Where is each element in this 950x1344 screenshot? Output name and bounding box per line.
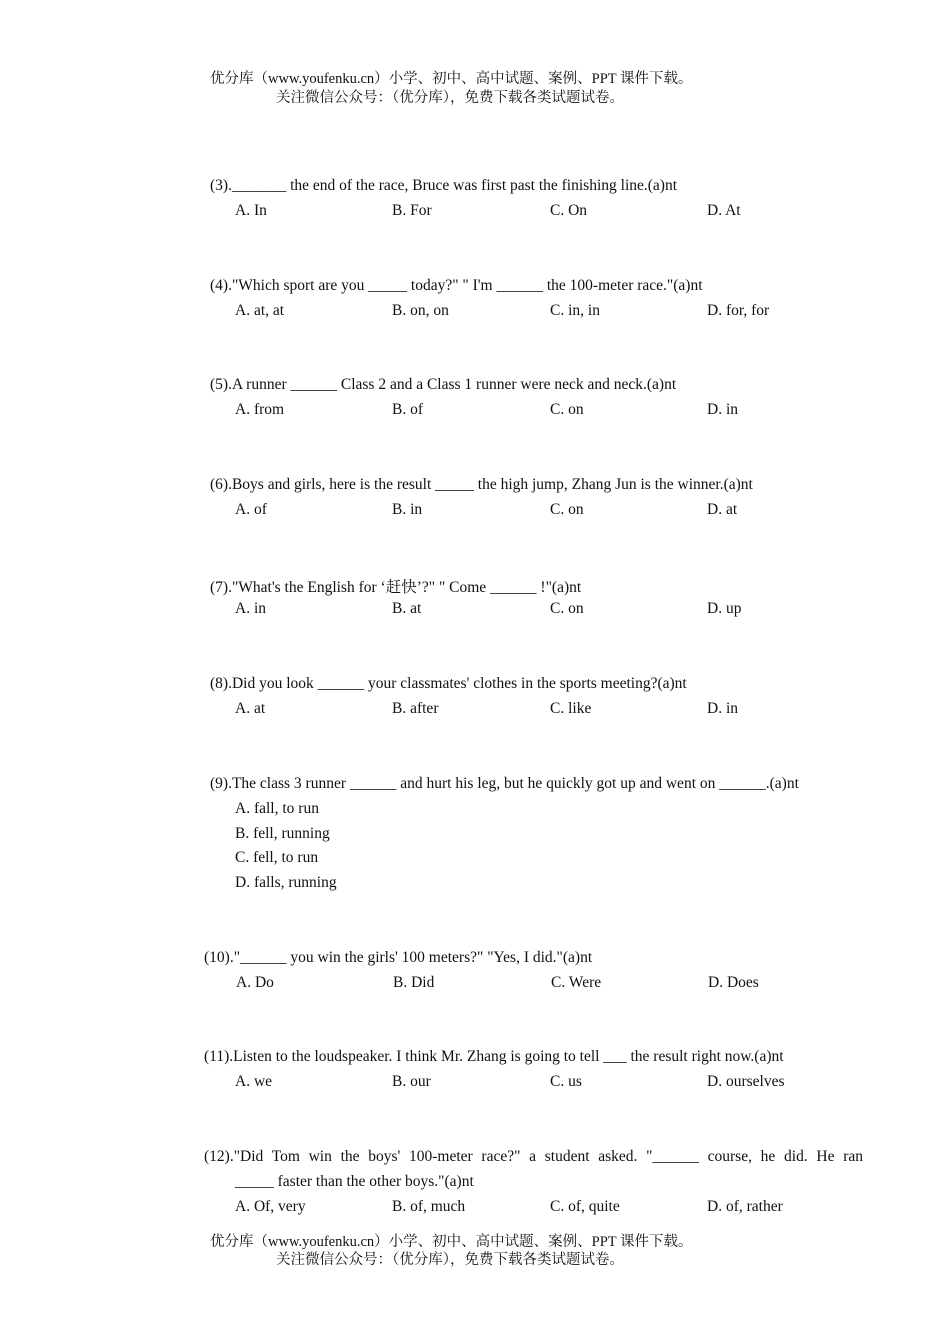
option-d[interactable]: D. Does — [708, 974, 759, 991]
option-d[interactable]: D. at — [707, 501, 738, 518]
option-c[interactable]: C. like — [550, 700, 592, 717]
option-c[interactable]: C. Were — [551, 974, 602, 991]
question-7-options — [235, 600, 875, 620]
question-10-options — [236, 974, 876, 994]
option-c[interactable]: C. on — [550, 401, 584, 418]
question-5-options — [235, 401, 875, 421]
option-b[interactable]: B. in — [392, 501, 423, 518]
option-a[interactable]: A. of — [235, 501, 267, 518]
option-c[interactable]: C. on — [550, 600, 584, 617]
option-c[interactable]: C. of, quite — [550, 1198, 620, 1215]
option-d[interactable]: D. falls, running — [235, 874, 337, 891]
question-10-text: (10)."______ you win the girls' 100 meters?" "Yes, I did."(a)nt — [204, 949, 593, 966]
header-line-2: 关注微信公众号：（优分库），免费下载各类试题试卷。 — [276, 90, 624, 106]
question-12-text-line-1: (12)."Did Tom win the boys' 100-meter race?" a student asked. "______ course, he did. He ran — [204, 1148, 863, 1165]
footer-line-2: 关注微信公众号：（优分库），免费下载各类试题试卷。 — [276, 1252, 624, 1268]
question-5-text: (5).A runner ______ Class 2 and a Class 1 runner were neck and neck.(a)nt — [210, 376, 677, 393]
option-a[interactable]: A. In — [235, 202, 267, 219]
option-b[interactable]: B. of, much — [392, 1198, 466, 1215]
option-a[interactable]: A. Of, very — [235, 1198, 306, 1215]
option-b[interactable]: B. after — [392, 700, 439, 717]
option-d[interactable]: D. for, for — [707, 302, 770, 319]
question-11-text: (11).Listen to the loudspeaker. I think Mr. Zhang is going to tell ___ the result right now.(a)nt — [204, 1048, 784, 1065]
option-b[interactable]: B. on, on — [392, 302, 449, 319]
question-3-options — [235, 202, 875, 222]
option-b[interactable]: B. at — [392, 600, 422, 617]
question-11-options — [235, 1073, 875, 1093]
option-d[interactable]: D. up — [707, 600, 742, 617]
question-3-text: (3)._______ the end of the race, Bruce was first past the finishing line.(a)nt — [210, 177, 678, 194]
option-a[interactable]: A. we — [235, 1073, 273, 1090]
question-9-text: (9).The class 3 runner ______ and hurt his leg, but he quickly got up and went on ______.(a)nt — [210, 775, 799, 792]
option-c[interactable]: C. in, in — [550, 302, 600, 319]
option-c[interactable]: C. On — [550, 202, 588, 219]
footer-line-1: 优分库（www.youfenku.cn）小学、初中、高中试题、案例、PPT 课件下载。 — [210, 1234, 693, 1250]
question-6-text: (6).Boys and girls, here is the result _____ the high jump, Zhang Jun is the winner.(a)nt — [210, 476, 753, 493]
option-d[interactable]: D. At — [707, 202, 741, 219]
header-line-1: 优分库（www.youfenku.cn）小学、初中、高中试题、案例、PPT 课件下载。 — [210, 71, 693, 87]
option-c[interactable]: C. fell, to run — [235, 849, 319, 866]
option-d[interactable]: D. in — [707, 700, 738, 717]
question-12-text-line-2: _____ faster than the other boys."(a)nt — [235, 1173, 474, 1190]
question-7-text: (7)."What's the English for ‘赶快’?" " Come ______ !"(a)nt — [210, 579, 582, 596]
question-6-options — [235, 501, 875, 521]
option-a[interactable]: A. at — [235, 700, 266, 717]
option-b[interactable]: B. fell, running — [235, 825, 330, 842]
option-b[interactable]: B. Did — [393, 974, 435, 991]
question-8-text: (8).Did you look ______ your classmates' clothes in the sports meeting?(a)nt — [210, 675, 687, 692]
option-b[interactable]: B. of — [392, 401, 423, 418]
question-4-options — [235, 302, 875, 322]
question-8-options — [235, 700, 875, 720]
option-a[interactable]: A. at, at — [235, 302, 285, 319]
option-b[interactable]: B. our — [392, 1073, 431, 1090]
option-b[interactable]: B. For — [392, 202, 432, 219]
option-a[interactable]: A. Do — [236, 974, 274, 991]
option-c[interactable]: C. on — [550, 501, 584, 518]
option-d[interactable]: D. of, rather — [707, 1198, 783, 1215]
option-a[interactable]: A. in — [235, 600, 266, 617]
option-d[interactable]: D. ourselves — [707, 1073, 785, 1090]
option-c[interactable]: C. us — [550, 1073, 582, 1090]
option-a[interactable]: A. from — [235, 401, 285, 418]
option-d[interactable]: D. in — [707, 401, 738, 418]
question-12-options — [235, 1198, 875, 1218]
option-a[interactable]: A. fall, to run — [235, 800, 319, 817]
question-4-text: (4)."Which sport are you _____ today?" " I'm ______ the 100-meter race."(a)nt — [210, 277, 703, 294]
